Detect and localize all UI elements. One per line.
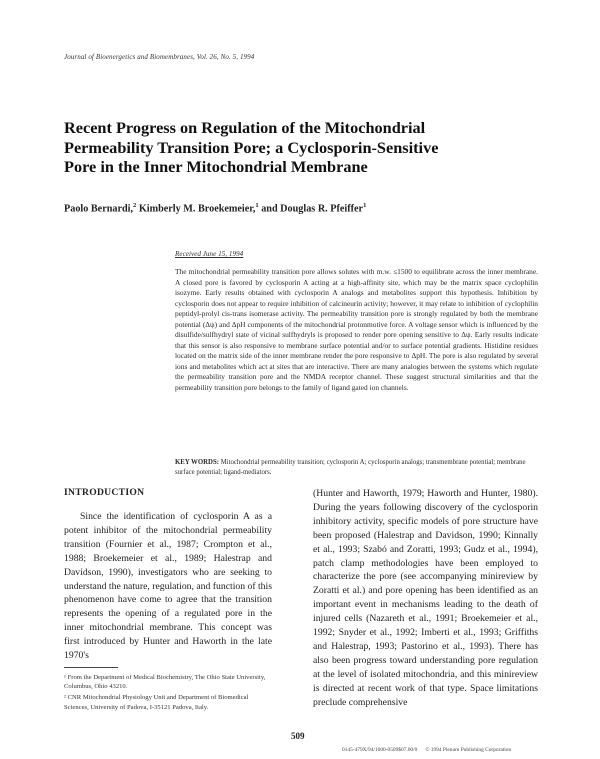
copyright-line (342, 747, 519, 753)
title-line-1: Recent Progress on Regulation of the Mitochondrial (64, 118, 426, 137)
received-date: Received June 15, 1994 (175, 250, 244, 258)
keywords-text: Mitochondrial permeability transition; cyclosporin A; cyclosporin analogs; transmembrane potential; membrane surface potential; ligand-mediators. (175, 459, 526, 476)
introduction-right-column: (Hunter and Haworth, 1979; Haworth and Hunter, 1980). During the years following discovery of the cyclosporin inhibitory activity, specific models of pore structure have been proposed (Halestrap and Davidson, 1990; Kinnally et al., 1993; Szabó and Zoratti, 1993; Gudz et al., 1994), patch clamp methodologies have been employed to characterize the pore (see accompanying minireview by Zoratti et al.) and pore opening has been identified as an important event in mechanisms leading to the death of injured cells (Nazareth et al., 1991; Broekemeier et al., 1992; Snyder et al., 1992; Imberti et al., 1993; Griffiths and Halestrap, 1993; Pastorino et al., 1993). There has also been progress toward understanding pore regulation at the level of isolated mitochondria, and this minireview is directed at recent work of that type. Space limitations preclude comprehensive (313, 488, 538, 708)
introduction-left-column: Since the identification of cyclosporin A as a potent inhibitor of the mitochondrial permeability transition (Fournier et al., 1987; Crompton et al., 1988; Broekemeier et al., 1989; Halestrap and Davidson, 1990), investigators who are seeking to understand the nature, regulation, and function of this phenomenon have come to agree that the transition represents the opening of a regulated pore in the inner mitochondrial membrane. This concept was first introduced by Hunter and Haworth in the late 1970's (64, 511, 272, 662)
footnote-divider (64, 667, 118, 668)
abstract: The mitochondrial permeability transition pore allows solutes with m.w. ≤1500 to equilibrate across the inner membrane. A closed pore is favored by cyclosporin A acting at a high-affinity site, which may be the matrix space cyclophilin isozyme. Early results obtained with cyclosporin A analogs and metabolites support this hypothesis. Inhibition by cyclosporin does not appear to require inhibition of calcineurin activity; however, it may relate to inhibition of cyclophilin peptidyl-prolyl cis-trans isomerase activity. The permeability transition pore is strongly regulated by both the membrane potential (Δψ) and ΔpH components of the mitochondrial protonmotive force. A voltage sensor which is influenced by the disulfide/sulfhydryl state of vicinal sulfhydryls is proposed to render pore opening sensitive to Δψ. Early results indicate that this sensor is also responsive to membrane surface potential and/or to surface potential gradients. Histidine residues located on the matrix side of the inner membrane render the pore responsive to ΔpH. The pore is also regulated by several ions and metabolites which act at sites that are interactive. There are many analogies between the systems which regulate the permeability transition pore and the NMDA receptor channel. These suggest structural similarities and that the permeability transition pore belongs to the family of ligand gated ion channels. (175, 267, 538, 392)
keywords-label: KEY WORDS: (175, 459, 219, 466)
author-broekemeier: Kimberly M. Broekemeier, (136, 203, 256, 215)
title-line-2: Permeability Transition Pore; a Cyclosporin-Sensitive (64, 137, 439, 157)
author-affiliation-mark: 1 (255, 202, 259, 209)
keywords (175, 458, 538, 477)
section-heading-introduction: INTRODUCTION (64, 487, 145, 498)
footnote-2: ² CNR Mitochondrial Physiology Unit and Department of Biomedical Sciences, University of Padova, I-35121 Padova, Italy. (64, 694, 249, 711)
copyright-text: © 1994 Plenum Publishing Corporation (425, 747, 512, 753)
footnote-1: ¹ From the Department of Medical Biochemistry, The Ohio State University, Columbus, Ohio 43210. (64, 674, 266, 691)
author-affiliation-mark: 1 (363, 202, 367, 209)
author-bernardi: Paolo Bernardi, (64, 203, 134, 215)
author-affiliation-mark: 2 (133, 202, 137, 209)
author-list (64, 202, 366, 214)
journal-citation: Journal of Bioenergetics and Biomembranes, Vol. 26, No. 5, 1994 (64, 53, 255, 61)
page-number: 509 (291, 731, 305, 741)
author-pfeiffer: and Douglas R. Pfeiffer (258, 203, 364, 215)
title-line-3: Pore in the Inner Mitochondrial Membrane (64, 157, 368, 176)
copyright-code: 0145-479X/94/1000-0509$07.00/0 (342, 747, 418, 753)
footnotes (64, 673, 272, 714)
article-title (64, 118, 504, 177)
